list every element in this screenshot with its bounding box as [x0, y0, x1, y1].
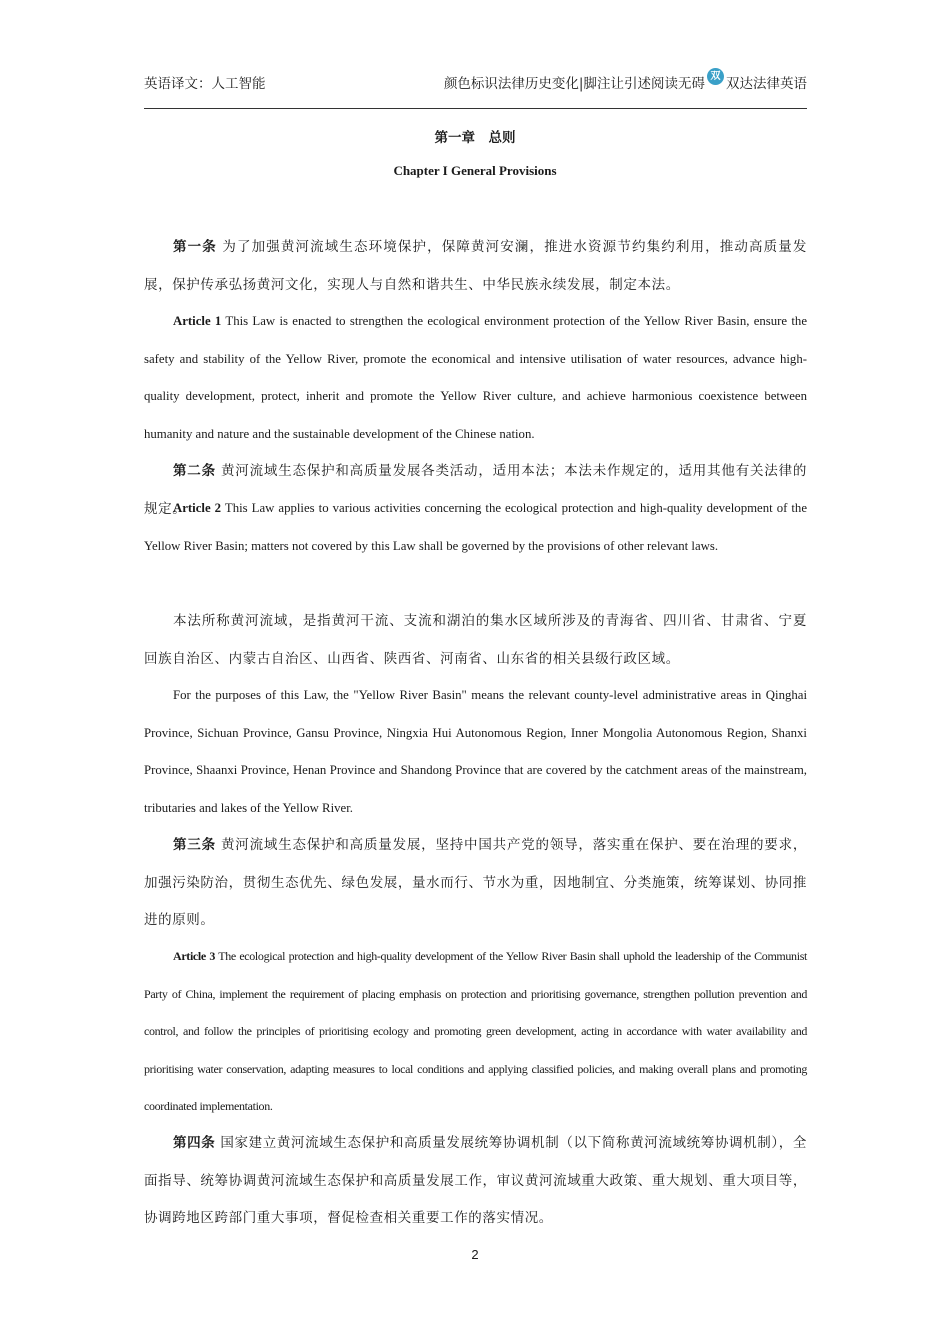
article-2-label-zh: 第二条 — [173, 463, 216, 479]
article-2-en — [144, 490, 807, 565]
chapter-title-zh: 第一章 总则 — [434, 130, 516, 146]
article-2-label-en: Article 2 — [173, 501, 222, 515]
header-publisher — [444, 72, 807, 92]
article-1-label-en: Article 1 — [173, 314, 222, 328]
article-4-text-zh: 国家建立黄河流域生态保护和高质量发展统筹协调机制（以下简称黄河流域统筹协调机制），全面指导、统筹协调黄河流域生态保护和高质量发展工作，审议黄河流域重大政策、重大规划、重大项目等，协调跨地区跨部门重大事项，督促检查相关重要工作的落实情况。 — [144, 1135, 807, 1226]
publisher-logo-icon: 双 — [707, 68, 724, 85]
header-tagline: 颜色标识法律历史变化|脚注让引述阅读无碍 — [443, 76, 705, 92]
article-4-zh — [144, 1125, 807, 1238]
article-1-label-zh: 第一条 — [173, 239, 217, 255]
article-4-label-zh: 第四条 — [173, 1135, 216, 1151]
article-2-text-en: This Law applies to various activities concerning the ecological protection and high-quality development of the Yellow River Basin; matters not covered by this Law shall be governed by the provisions of other relevant laws. — [144, 501, 808, 553]
article-3-label-zh: 第三条 — [173, 837, 216, 853]
article-3-text-zh: 黄河流域生态保护和高质量发展，坚持中国共产党的领导，落实重在保护、要在治理的要求，加强污染防治，贯彻生态优先、绿色发展，量水而行、节水为重，因地制宜、分类施策，统筹谋划、协同推进的原则。 — [144, 837, 807, 928]
article-1-text-zh: 为了加强黄河流域生态环境保护，保障黄河安澜，推进水资源节约集约利用，推动高质量发展，保护传承弘扬黄河文化，实现人与自然和谐共生、中华民族永续发展，制定本法。 — [144, 239, 807, 293]
article-2-text-zh: 黄河流域生态保护和高质量发展各类活动，适用本法；本法未作规定的，适用其他有关法律的规定。 — [144, 463, 807, 517]
header-divider — [144, 108, 807, 109]
header-document-title: 英语译文：人工智能 — [144, 76, 266, 92]
article-3-text-en: The ecological protection and high-quality development of the Yellow River Basin shall uphold the leadership of the Communist Party of China, implement the requirement of placing emphasis on protection and prioritising governance, strengthen pollution prevention and control, and follow the principles of prioritising ecology and promoting green development, acting in accordance with water availability and prioritising water conservation, adapting measures to local conditions and applying classified policies, and making overall plans and promoting coordinated implementation. — [144, 949, 807, 1113]
article-1-text-en: This Law is enacted to strengthen the ecological environment protection of the Yellow River Basin, ensure the safety and stability of the Yellow River, promote the economical and intensive utilisation of water resources, advance high-quality development, protect, inherit and promote the Yellow River culture, and achieve harmonious coexistence between humanity and nature and the sustainable development of the Chinese nation. — [144, 314, 808, 441]
page-number: 2 — [471, 1247, 479, 1262]
header-publisher-name: 双达法律英语 — [726, 76, 807, 92]
chapter-title-en: Chapter I General Provisions — [393, 163, 557, 178]
article-3-en — [144, 938, 807, 1126]
article-3-label-en: Article 3 — [173, 949, 215, 963]
article-2-para2-en: For the purposes of this Law, the "Yellow River Basin" means the relevant county-level administrative areas in Qinghai Province, Sichuan Province, Gansu Province, Ningxia Hui Autonomous Region, Inner Mongolia Autonomous Region, Shanxi Province, Shaanxi Province, Henan Province and Shandong Province that are covered by the catchment areas of the mainstream, tributaries and lakes of the Yellow River. — [144, 688, 807, 815]
article-3-zh — [144, 827, 807, 940]
article-1-zh — [144, 229, 807, 304]
article-1-en — [144, 303, 807, 453]
article-2-para2-zh: 本法所称黄河流域，是指黄河干流、支流和湖泊的集水区域所涉及的青海省、四川省、甘肃省、宁夏回族自治区、内蒙古自治区、山西省、陕西省、河南省、山东省的相关县级行政区域。 — [144, 613, 807, 667]
page-header — [144, 72, 807, 94]
